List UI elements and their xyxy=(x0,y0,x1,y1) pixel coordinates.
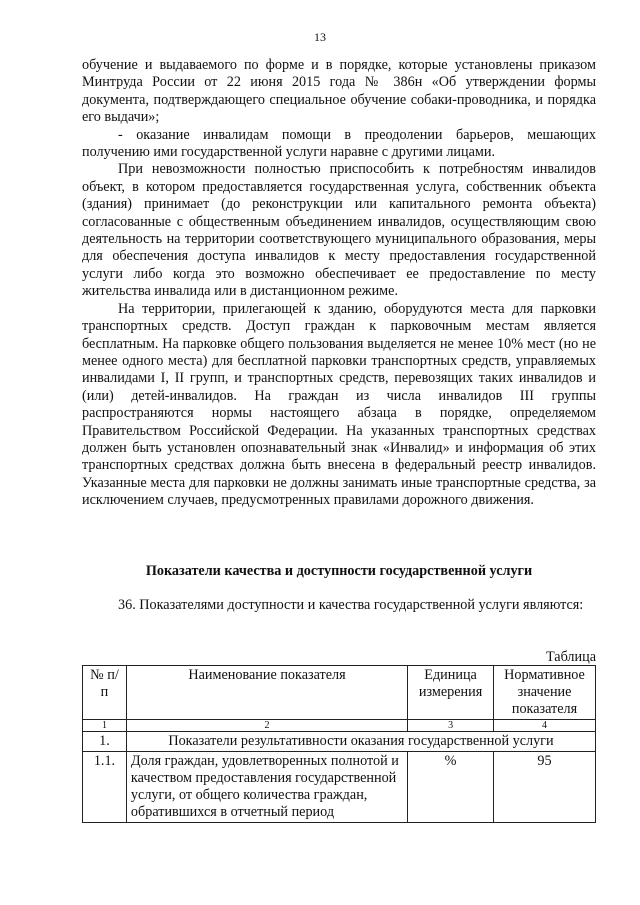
paragraph: На территории, прилегающей к зданию, оборудуются места для парковки транспортных средств. Доступ граждан к парковочным местам является бесплатным. На парковке общего пользования выделяется не менее 10% мест (но не менее одного места) для бесплатной парковки транспортных средств, управляемых инвалидами I, II групп, и транспортных средств, перевозящих таких инвалидов и (или) детей-инвалидов. На граждан из числа инвалидов III группы распространяются нормы настоящего абзаца в порядке, определяемом Правительством Российской Федерации. На указанных транспортных средствах должен быть установлен опознавательный знак «Инвалид» и информация об этих транспортных средствах должна быть внесена в федеральный реестр инвалидов. Указанные места для парковки не должны занимать иные транспортные средства, за исключением случаев, предусмотренных правилами дорожного движения. xyxy=(82,300,596,509)
table-row xyxy=(83,752,596,823)
header-indicator-name: Наименование показателя xyxy=(126,666,407,720)
paragraph: При невозможности полностью приспособить к потребностям инвалидов объект, в котором предоставляется государственная услуга, собственник объекта (здания) принимает (до реконструкции или капитального ремонта объекта) согласованные с общественным объединением инвалидов, осуществляющим свою деятельность на территории соответствующего муниципального образования, меры для обеспечения доступа инвалидов к месту предоставления государственной услуги либо когда это возможно обеспечивает ее предоставление по месту жительства инвалида или в дистанционном режиме. xyxy=(82,161,596,300)
document-body xyxy=(82,57,596,510)
row-indicator-name: Доля граждан, удовлетворенных полнотой и качеством предоставления государственной услуги, от общего количества граждан, обратившихся в отчетный период xyxy=(126,752,407,823)
header-normative-value: Нормативное значение показателя xyxy=(494,666,596,720)
page-number: 13 xyxy=(314,30,326,44)
row-value: 95 xyxy=(494,752,596,823)
row-unit: % xyxy=(408,752,494,823)
column-number: 1 xyxy=(83,720,127,732)
header-number: № п/п xyxy=(83,666,127,720)
table-section-row xyxy=(83,732,596,752)
column-numbers-row xyxy=(83,720,596,732)
column-number: 3 xyxy=(408,720,494,732)
section-title: Показатели результативности оказания государственной услуги xyxy=(126,732,595,752)
table-caption: Таблица xyxy=(545,649,596,665)
column-number: 2 xyxy=(126,720,407,732)
paragraph: - оказание инвалидам помощи в преодолении барьеров, мешающих получению ими государственной услуги наравне с другими лицами. xyxy=(82,126,596,161)
item-36-text: 36. Показателями доступности и качества государственной услуги являются: xyxy=(118,597,584,613)
section-heading: Показатели качества и доступности государственной услуги xyxy=(145,563,533,579)
indicators-table xyxy=(82,665,596,823)
column-number: 4 xyxy=(494,720,596,732)
section-number: 1. xyxy=(83,732,127,752)
table-header-row xyxy=(83,666,596,720)
header-unit: Единица измерения xyxy=(408,666,494,720)
row-number: 1.1. xyxy=(83,752,127,823)
paragraph: обучение и выдаваемого по форме и в порядке, которые установлены приказом Минтруда России от 22 июня 2015 года № 386н «Об утверждении формы документа, подтверждающего специальное обучение собаки-проводника, и порядка его выдачи»; xyxy=(82,57,596,126)
